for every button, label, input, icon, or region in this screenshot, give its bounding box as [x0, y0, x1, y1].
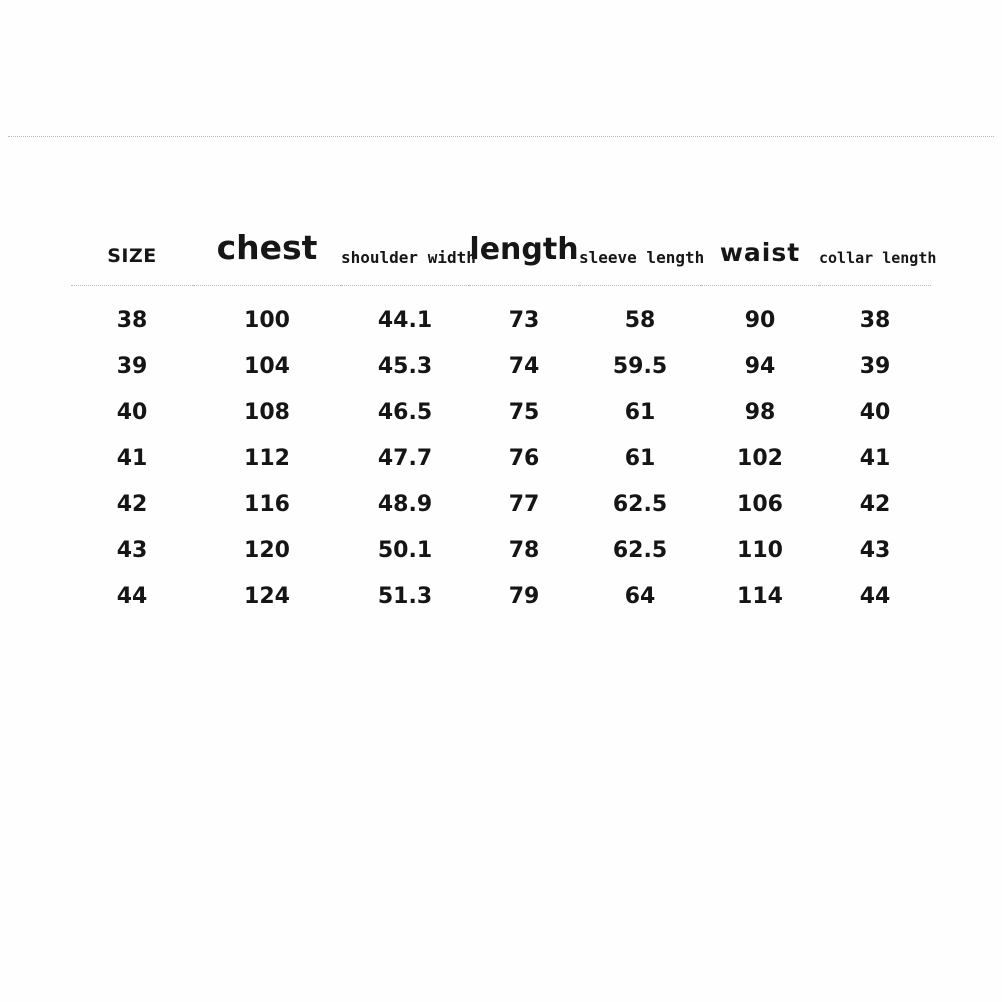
table-row — [71, 390, 931, 436]
cell-collar-length: 40 — [859, 400, 891, 425]
cell-sleeve-length: 62.5 — [612, 492, 668, 517]
dotted-divider-top — [8, 136, 994, 137]
table-header — [71, 228, 937, 286]
cell-shoulder-width: 44.1 — [377, 308, 433, 333]
cell-waist: 114 — [737, 584, 783, 609]
cell-size: 39 — [116, 354, 148, 379]
cell-chest: 104 — [244, 354, 290, 379]
size-chart-container — [0, 228, 1002, 620]
column-header-size: SIZE — [107, 245, 157, 267]
cell-waist: 106 — [737, 492, 783, 517]
table-header-row — [71, 228, 931, 286]
cell-size: 44 — [116, 584, 148, 609]
cell-collar-length: 42 — [859, 492, 891, 517]
cell-sleeve-length: 61 — [624, 446, 656, 471]
cell-size: 38 — [116, 308, 148, 333]
table-row — [71, 528, 931, 574]
cell-length: 75 — [508, 400, 540, 425]
cell-chest: 120 — [244, 538, 290, 563]
cell-collar-length: 38 — [859, 308, 891, 333]
cell-sleeve-length: 62.5 — [612, 538, 668, 563]
cell-chest: 100 — [244, 308, 290, 333]
cell-collar-length: 41 — [859, 446, 891, 471]
table-row — [71, 286, 931, 345]
column-header-sleeve-length: sleeve length — [579, 248, 705, 267]
table-row — [71, 574, 931, 620]
cell-length: 76 — [508, 446, 540, 471]
column-header-chest: chest — [216, 228, 318, 267]
cell-chest: 116 — [244, 492, 290, 517]
cell-collar-length: 43 — [859, 538, 891, 563]
cell-sleeve-length: 58 — [624, 308, 656, 333]
table-row — [71, 436, 931, 482]
table-row — [71, 344, 931, 390]
cell-shoulder-width: 45.3 — [377, 354, 433, 379]
table-body — [71, 286, 931, 621]
cell-size: 40 — [116, 400, 148, 425]
column-header-waist: waist — [719, 238, 801, 267]
cell-sleeve-length: 59.5 — [612, 354, 668, 379]
cell-chest: 112 — [244, 446, 290, 471]
cell-waist: 94 — [744, 354, 776, 379]
cell-sleeve-length: 61 — [624, 400, 656, 425]
cell-shoulder-width: 46.5 — [377, 400, 433, 425]
cell-chest: 124 — [244, 584, 290, 609]
cell-size: 42 — [116, 492, 148, 517]
column-header-shoulder-width: shoulder width — [341, 248, 476, 267]
cell-shoulder-width: 51.3 — [377, 584, 433, 609]
cell-length: 79 — [508, 584, 540, 609]
cell-sleeve-length: 64 — [624, 584, 656, 609]
cell-waist: 102 — [737, 446, 783, 471]
cell-shoulder-width: 50.1 — [377, 538, 433, 563]
cell-waist: 110 — [737, 538, 783, 563]
cell-waist: 98 — [744, 400, 776, 425]
cell-shoulder-width: 48.9 — [377, 492, 433, 517]
cell-size: 41 — [116, 446, 148, 471]
column-header-collar-length: collar length — [819, 249, 937, 267]
size-chart-table — [71, 228, 937, 620]
cell-collar-length: 44 — [859, 584, 891, 609]
cell-length: 77 — [508, 492, 540, 517]
cell-size: 43 — [116, 538, 148, 563]
cell-length: 74 — [508, 354, 540, 379]
cell-shoulder-width: 47.7 — [377, 446, 433, 471]
cell-chest: 108 — [244, 400, 290, 425]
table-row — [71, 482, 931, 528]
cell-length: 73 — [508, 308, 540, 333]
cell-waist: 90 — [744, 308, 776, 333]
cell-length: 78 — [508, 538, 540, 563]
column-header-length: length — [469, 232, 579, 267]
cell-collar-length: 39 — [859, 354, 891, 379]
